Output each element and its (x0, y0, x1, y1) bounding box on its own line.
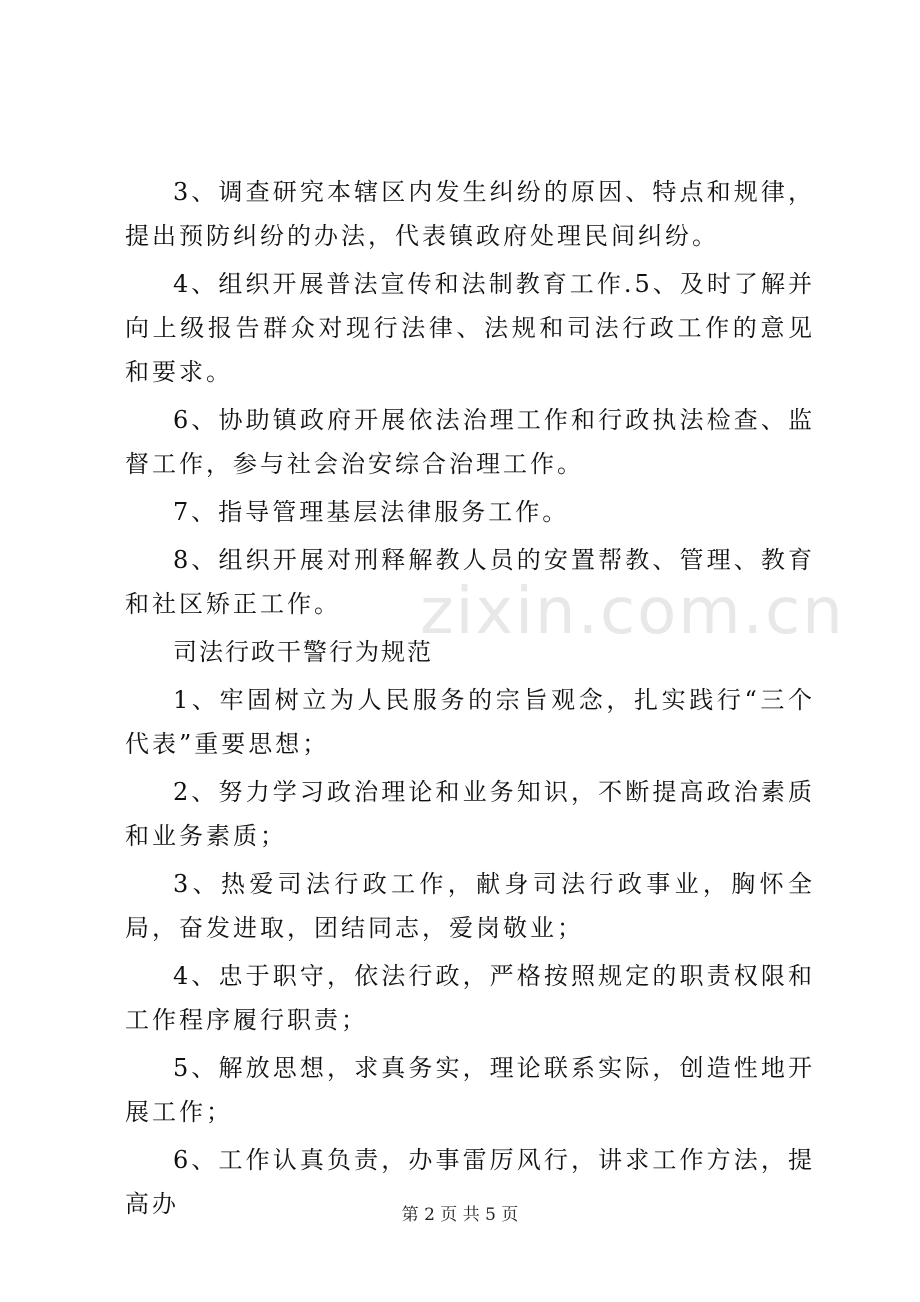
paragraph: 3、调查研究本辖区内发生纠纷的原因、特点和规律，提出预防纠纷的办法，代表镇政府处理民间纠纷。 (125, 178, 815, 250)
watermark: zixin.com.cn (420, 575, 845, 649)
document-body (125, 170, 815, 1230)
paragraph: 8、组织开展对刑释解教人员的安置帮教、管理、教育和社区矫正工作。 (125, 546, 815, 618)
rule-item: 2、努力学习政治理论和业务知识，不断提高政治素质和业务素质； (125, 778, 815, 850)
rule-item: 6、工作认真负责，办事雷厉风行，讲求工作方法，提高办 (125, 1146, 815, 1218)
page-number-footer: 第 2 页 共 5 页 (401, 1205, 519, 1225)
rule-item: 5、解放思想，求真务实，理论联系实际，创造性地开展工作； (125, 1054, 815, 1126)
rule-item: 1、牢固树立为人民服务的宗旨观念，扎实践行“三个代表”重要思想； (125, 686, 815, 758)
rule-item: 4、忠于职守，依法行政，严格按照规定的职责权限和工作程序履行职责； (125, 962, 815, 1034)
section-heading: 司法行政干警行为规范 (173, 638, 433, 666)
paragraph: 7、指导管理基层法律服务工作。 (173, 498, 570, 526)
paragraph: 4、组织开展普法宣传和法制教育工作.5、及时了解并向上级报告群众对现行法律、法规和司法行政工作的意见和要求。 (125, 270, 815, 386)
rule-item: 3、热爱司法行政工作，献身司法行政事业，胸怀全局，奋发进取，团结同志，爱岗敬业； (125, 870, 815, 942)
paragraph: 6、协助镇政府开展依法治理工作和行政执法检查、监督工作，参与社会治安综合治理工作。 (125, 406, 815, 478)
